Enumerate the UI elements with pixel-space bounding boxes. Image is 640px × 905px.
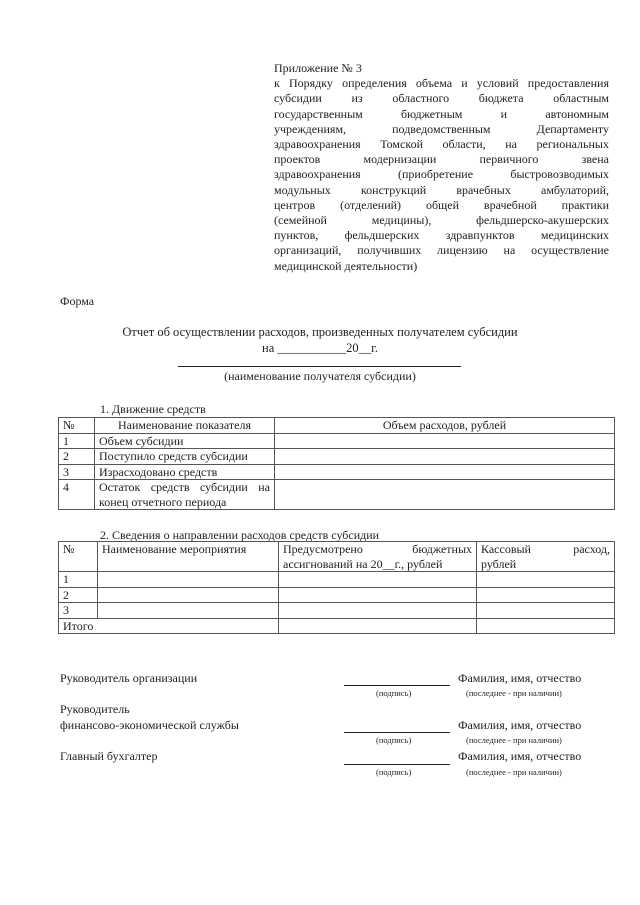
header-planned-line1: Предусмотрено бюджетных (283, 542, 472, 556)
row-event-cell[interactable] (98, 572, 279, 588)
section2-heading: 2. Сведения о направлении расходов средств субсидии (100, 528, 380, 542)
header-amount: Объем расходов, рублей (275, 418, 615, 434)
name-caption: (последнее - при наличии) (466, 688, 562, 698)
row-name: Поступило средств субсидии (95, 449, 275, 465)
signature-line[interactable] (344, 764, 450, 765)
table-header-row (59, 542, 615, 572)
header-cash-line2: рублей (481, 556, 517, 571)
row-amount-cell[interactable] (275, 449, 615, 465)
report-title: Отчет об осуществлении расходов, произведенных получателем субсидии (122, 325, 518, 339)
table-row (59, 433, 615, 449)
signature-caption: (подпись) (376, 767, 412, 777)
appendix-line: здравоохранения (приобретение быстровозводимых (274, 167, 609, 182)
appendix-line: субсидии из областного бюджета областным (274, 91, 609, 106)
row-num: 1 (59, 572, 98, 588)
header-planned-line2: ассигнований на 20__г., рублей (283, 556, 443, 571)
row-cash-cell[interactable] (477, 572, 615, 588)
appendix-line: модульных конструкций врачебных амбулаторий, (274, 182, 609, 197)
appendix-line: организаций, получивших лицензию на осуществление (274, 243, 609, 258)
total-planned-cell[interactable] (279, 618, 477, 634)
row-num: 1 (59, 433, 95, 449)
name-caption: (последнее - при наличии) (466, 767, 562, 777)
row-num: 3 (59, 603, 98, 619)
table-row (59, 587, 615, 603)
appendix-line: медицинской деятельности) (274, 258, 418, 273)
row-event-cell[interactable] (98, 603, 279, 619)
row-num: 3 (59, 464, 95, 480)
appendix-line: проектов модернизации первичного звена (274, 152, 609, 167)
signature-line[interactable] (344, 732, 450, 733)
table-header-row (59, 418, 615, 434)
signature-caption: (подпись) (376, 688, 412, 698)
header-name: Наименование показателя (95, 418, 275, 434)
report-date-line: на ___________20__г. (262, 341, 378, 355)
table-row (59, 480, 615, 510)
appendix-line: учреждениям, подведомственным Департаменту (274, 121, 609, 136)
row-name: Израсходовано средств (95, 464, 275, 480)
signature-role-line1: Руководитель (60, 702, 130, 716)
table-row (59, 464, 615, 480)
row-event-cell[interactable] (98, 587, 279, 603)
funds-movement-table (58, 417, 615, 510)
row-cash-cell[interactable] (477, 587, 615, 603)
table-row (59, 572, 615, 588)
total-cash-cell[interactable] (477, 618, 615, 634)
appendix-line: к Порядку определения объема и условий предоставления (274, 76, 609, 91)
recipient-line (178, 366, 461, 367)
row-name: Объем субсидии (95, 433, 275, 449)
appendix-block (274, 61, 609, 274)
appendix-title: Приложение № 3 (274, 61, 362, 75)
name-caption: (последнее - при наличии) (466, 735, 562, 745)
signature-name: Фамилия, имя, отчество (458, 718, 582, 732)
total-label: Итого (59, 618, 279, 634)
signature-line[interactable] (344, 685, 450, 686)
total-row (59, 618, 615, 634)
appendix-line: пунктов, фельдшерских здравпунктов медицинских (274, 228, 609, 243)
row-planned-cell[interactable] (279, 587, 477, 603)
header-event: Наименование мероприятия (98, 542, 279, 572)
header-cash-line1: Кассовый расход, (481, 542, 610, 556)
recipient-caption: (наименование получателя субсидии) (224, 369, 416, 383)
section1-heading: 1. Движение средств (100, 402, 206, 416)
header-num: № (59, 418, 95, 434)
header-cash (477, 542, 615, 572)
row-num: 2 (59, 587, 98, 603)
row-num: 4 (59, 480, 95, 510)
row-planned-cell[interactable] (279, 572, 477, 588)
table-row (59, 449, 615, 465)
signature-name: Фамилия, имя, отчество (458, 749, 582, 763)
signature-role: Главный бухгалтер (60, 749, 158, 763)
row-cash-cell[interactable] (477, 603, 615, 619)
row-name (95, 480, 275, 510)
row-amount-cell[interactable] (275, 480, 615, 510)
signature-name: Фамилия, имя, отчество (458, 671, 582, 685)
signature-caption: (подпись) (376, 735, 412, 745)
appendix-line: здравоохранения Томской области, на региональных (274, 137, 609, 152)
signature-role-line2: финансово-экономической службы (60, 718, 239, 732)
appendix-line: центров (отделений) общей врачебной практики (274, 197, 609, 212)
appendix-line: (семейной медицины), фельдшерско-акушерских (274, 213, 609, 228)
form-label: Форма (60, 294, 95, 308)
header-planned (279, 542, 477, 572)
table-row (59, 603, 615, 619)
row-name-line1: Остаток средств субсидии на (99, 480, 270, 494)
row-amount-cell[interactable] (275, 433, 615, 449)
row-num: 2 (59, 449, 95, 465)
row-name-line2: конец отчетного периода (99, 494, 227, 509)
expenses-table (58, 541, 615, 634)
row-planned-cell[interactable] (279, 603, 477, 619)
signature-role: Руководитель организации (60, 671, 198, 685)
row-amount-cell[interactable] (275, 464, 615, 480)
appendix-line: государственным бюджетным и автономным (274, 106, 609, 121)
header-num: № (59, 542, 98, 572)
